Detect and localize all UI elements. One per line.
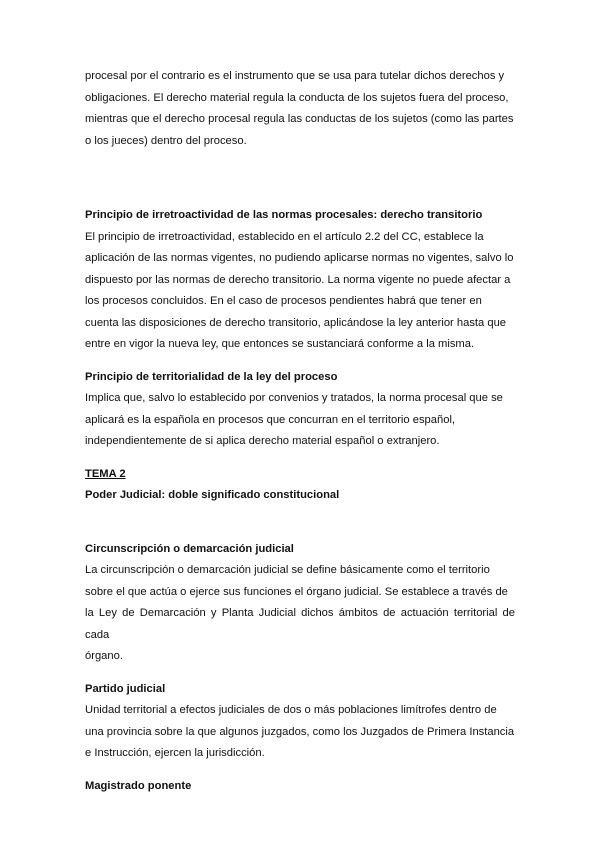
text-line: aplicará es la española en procesos que concurran en el territorio español, (85, 413, 456, 426)
section-heading: Magistrado ponente (85, 779, 192, 792)
section-partido-judicial (85, 679, 515, 765)
text-line: entre en vigor la nueva ley, que entonces se sustanciará conforme a la misma. (85, 338, 475, 350)
text-line: aplicación de las normas vigentes, no pudiendo aplicarse normas no vigentes, salvo lo (85, 252, 514, 264)
text-line: obligaciones. El derecho material regula la conducta de los sujetos fuera del proceso, (85, 91, 509, 104)
tema-header (85, 464, 515, 507)
section-magistrado-ponente (85, 776, 515, 798)
text-line: órgano. (85, 650, 123, 662)
text-line: El principio de irretroactividad, establecido en el artículo 2.2 del CC, establece la (85, 230, 484, 243)
text-line: los procesos concluidos. En el caso de procesos pendientes habrá que tener en (85, 295, 482, 307)
text-line: mientras que el derecho procesal regula las conductas de los sujetos (como las partes (85, 113, 514, 125)
tema-title: Poder Judicial: doble significado constitucional (85, 489, 340, 501)
tema-label: TEMA 2 (85, 467, 126, 480)
intro-paragraph (85, 66, 515, 152)
document-page (85, 66, 515, 797)
text-line: procesal por el contrario es el instrumento que se usa para tutelar dichos derechos y (85, 70, 505, 82)
text-line: independientemente de si aplica derecho material español o extranjero. (85, 435, 440, 447)
text-line: cuenta las disposiciones de derecho transitorio, aplicándose la ley anterior hasta que (85, 316, 507, 329)
text-line: La circunscripción o demarcación judicial se define básicamente como el territorio (85, 564, 490, 576)
section-heading: Circunscripción o demarcación judicial (85, 542, 294, 555)
text-line: sobre el que actúa o ejerce sus funciones el órgano judicial. Se establece a través de (85, 585, 508, 598)
text-line: o los jueces) dentro del proceso. (85, 134, 247, 147)
section-irretroactividad (85, 205, 515, 356)
text-line: Unidad territorial a efectos judiciales de dos o más poblaciones limítrofes dentro de (85, 704, 497, 716)
section-territorialidad (85, 367, 515, 453)
text-line: la Ley de Demarcación y Planta Judicial dichos ámbitos de actuación territorial de cada (85, 607, 515, 641)
section-heading: Partido judicial (85, 682, 166, 695)
text-line: una provincia sobre la que algunos juzgados, como los Juzgados de Primera Instancia (85, 725, 515, 738)
text-line: e Instrucción, ejercen la jurisdicción. (85, 747, 265, 759)
text-line: Implica que, salvo lo establecido por convenios y tratados, la norma procesal que se (85, 392, 503, 404)
section-circunscripcion (85, 539, 515, 668)
section-heading: Principio de irretroactividad de las normas procesales: derecho transitorio (85, 209, 483, 221)
section-heading: Principio de territorialidad de la ley del proceso (85, 370, 338, 383)
text-line: dispuesto por las normas de derecho transitorio. La norma vigente no puede afectar a (85, 273, 511, 286)
